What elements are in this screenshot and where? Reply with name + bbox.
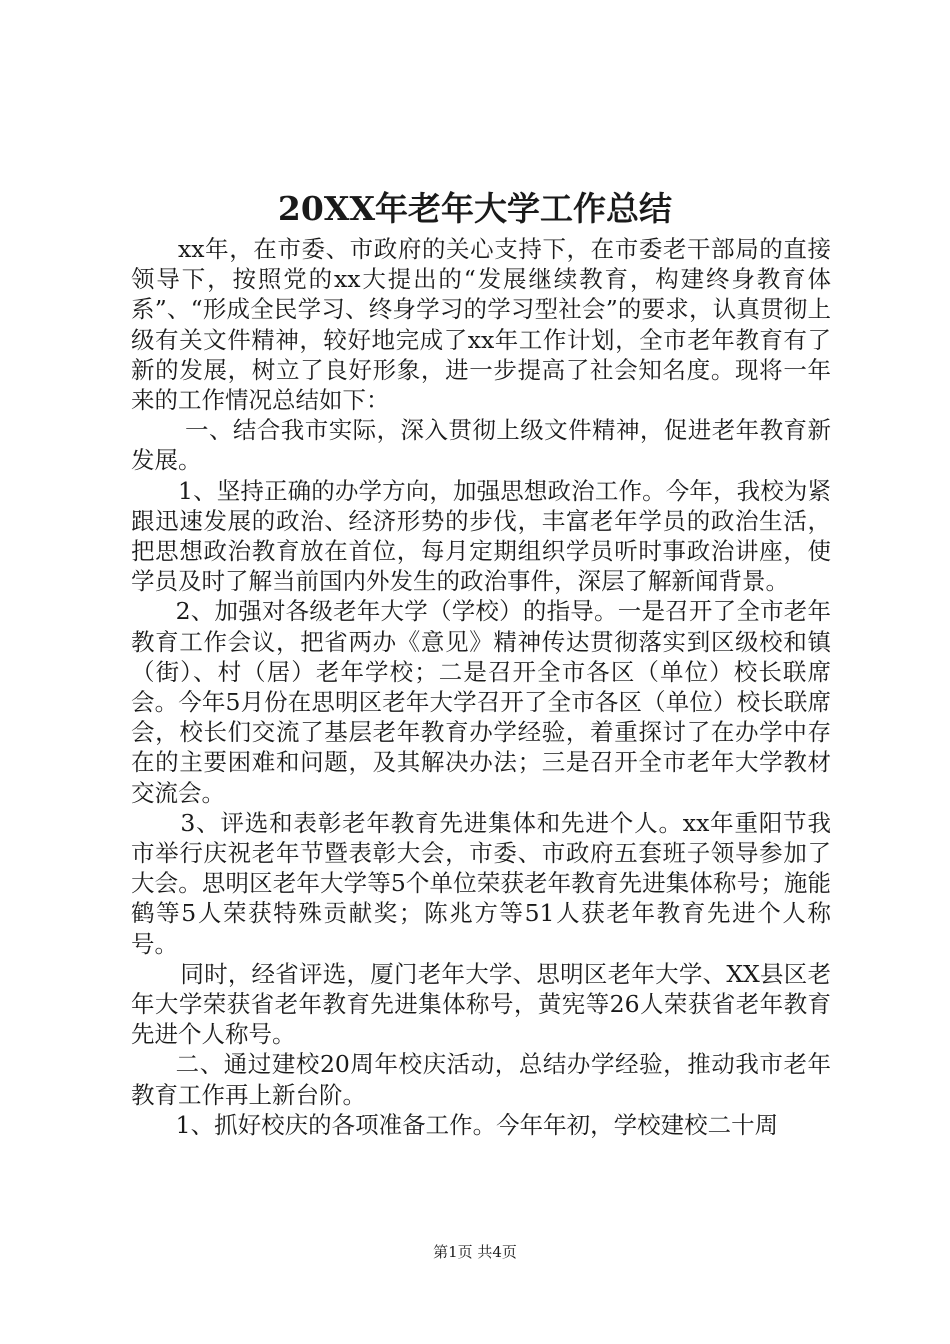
paragraph: 2、加强对各级老年大学（学校）的指导。一是召开了全市老年教育工作会议，把省两办《意见》精神传达贯彻落实到区级校和镇（街）、村（居）老年学校；二是召开全市各区（单位）校长联席会。今年5月份在思明区老年大学召开了全市各区（单位）校长联席会，校长们交流了基层老年教育办学经验，着重探讨了在办学中存在的主要困难和问题，及其解决办法；三是召开全市老年大学教材交流会。 [131, 597, 831, 807]
paragraph: 1、抓好校庆的各项准备工作。今年年初，学校建校二十周 [175, 1110, 779, 1139]
document-body [131, 234, 831, 1140]
paragraph: xx年，在市委、市政府的关心支持下，在市委老干部局的直接领导下，按照党的xx大提出的“发展继续教育，构建终身教育体系”、“形成全民学习、终身学习的学习型社会”的要求，认真贯彻上级有关文件精神，较好地完成了xx年工作计划，全市老年教育有了新的发展，树立了良好形象，进一步提高了社会知名度。现将一年来的工作情况总结如下： [131, 235, 831, 415]
paragraph: 3、评选和表彰老年教育先进集体和先进个人。xx年重阳节我市举行庆祝老年节暨表彰大会，市委、市政府五套班子领导参加了大会。思明区老年大学等5个单位荣获老年教育先进集体称号；施能鹤等5人荣获特殊贡献奖；陈兆方等51人获老年教育先进个人称号。 [131, 808, 831, 958]
paragraph: 1、坚持正确的办学方向，加强思想政治工作。今年，我校为紧跟迅速发展的政治、经济形势的步伐，丰富老年学员的政治生活，把思想政治教育放在首位，每月定期组织学员听时事政治讲座，使学员及时了解当前国内外发生的政治事件，深层了解新闻背景。 [131, 476, 831, 596]
paragraph: 同时，经省评选，厦门老年大学、思明区老年大学、XX县区老年大学荣获省老年教育先进集体称号，黄宪等26人荣获省老年教育先进个人称号。 [131, 959, 831, 1049]
paragraph: 一、结合我市实际，深入贯彻上级文件精神，促进老年教育新发展。 [131, 416, 831, 475]
document-title: 20XX年老年大学工作总结 [277, 189, 673, 228]
paragraph: 二、通过建校20周年校庆活动，总结办学经验，推动我市老年教育工作再上新台阶。 [131, 1050, 831, 1109]
page-footer: 第1页 共4页 [433, 1243, 517, 1261]
